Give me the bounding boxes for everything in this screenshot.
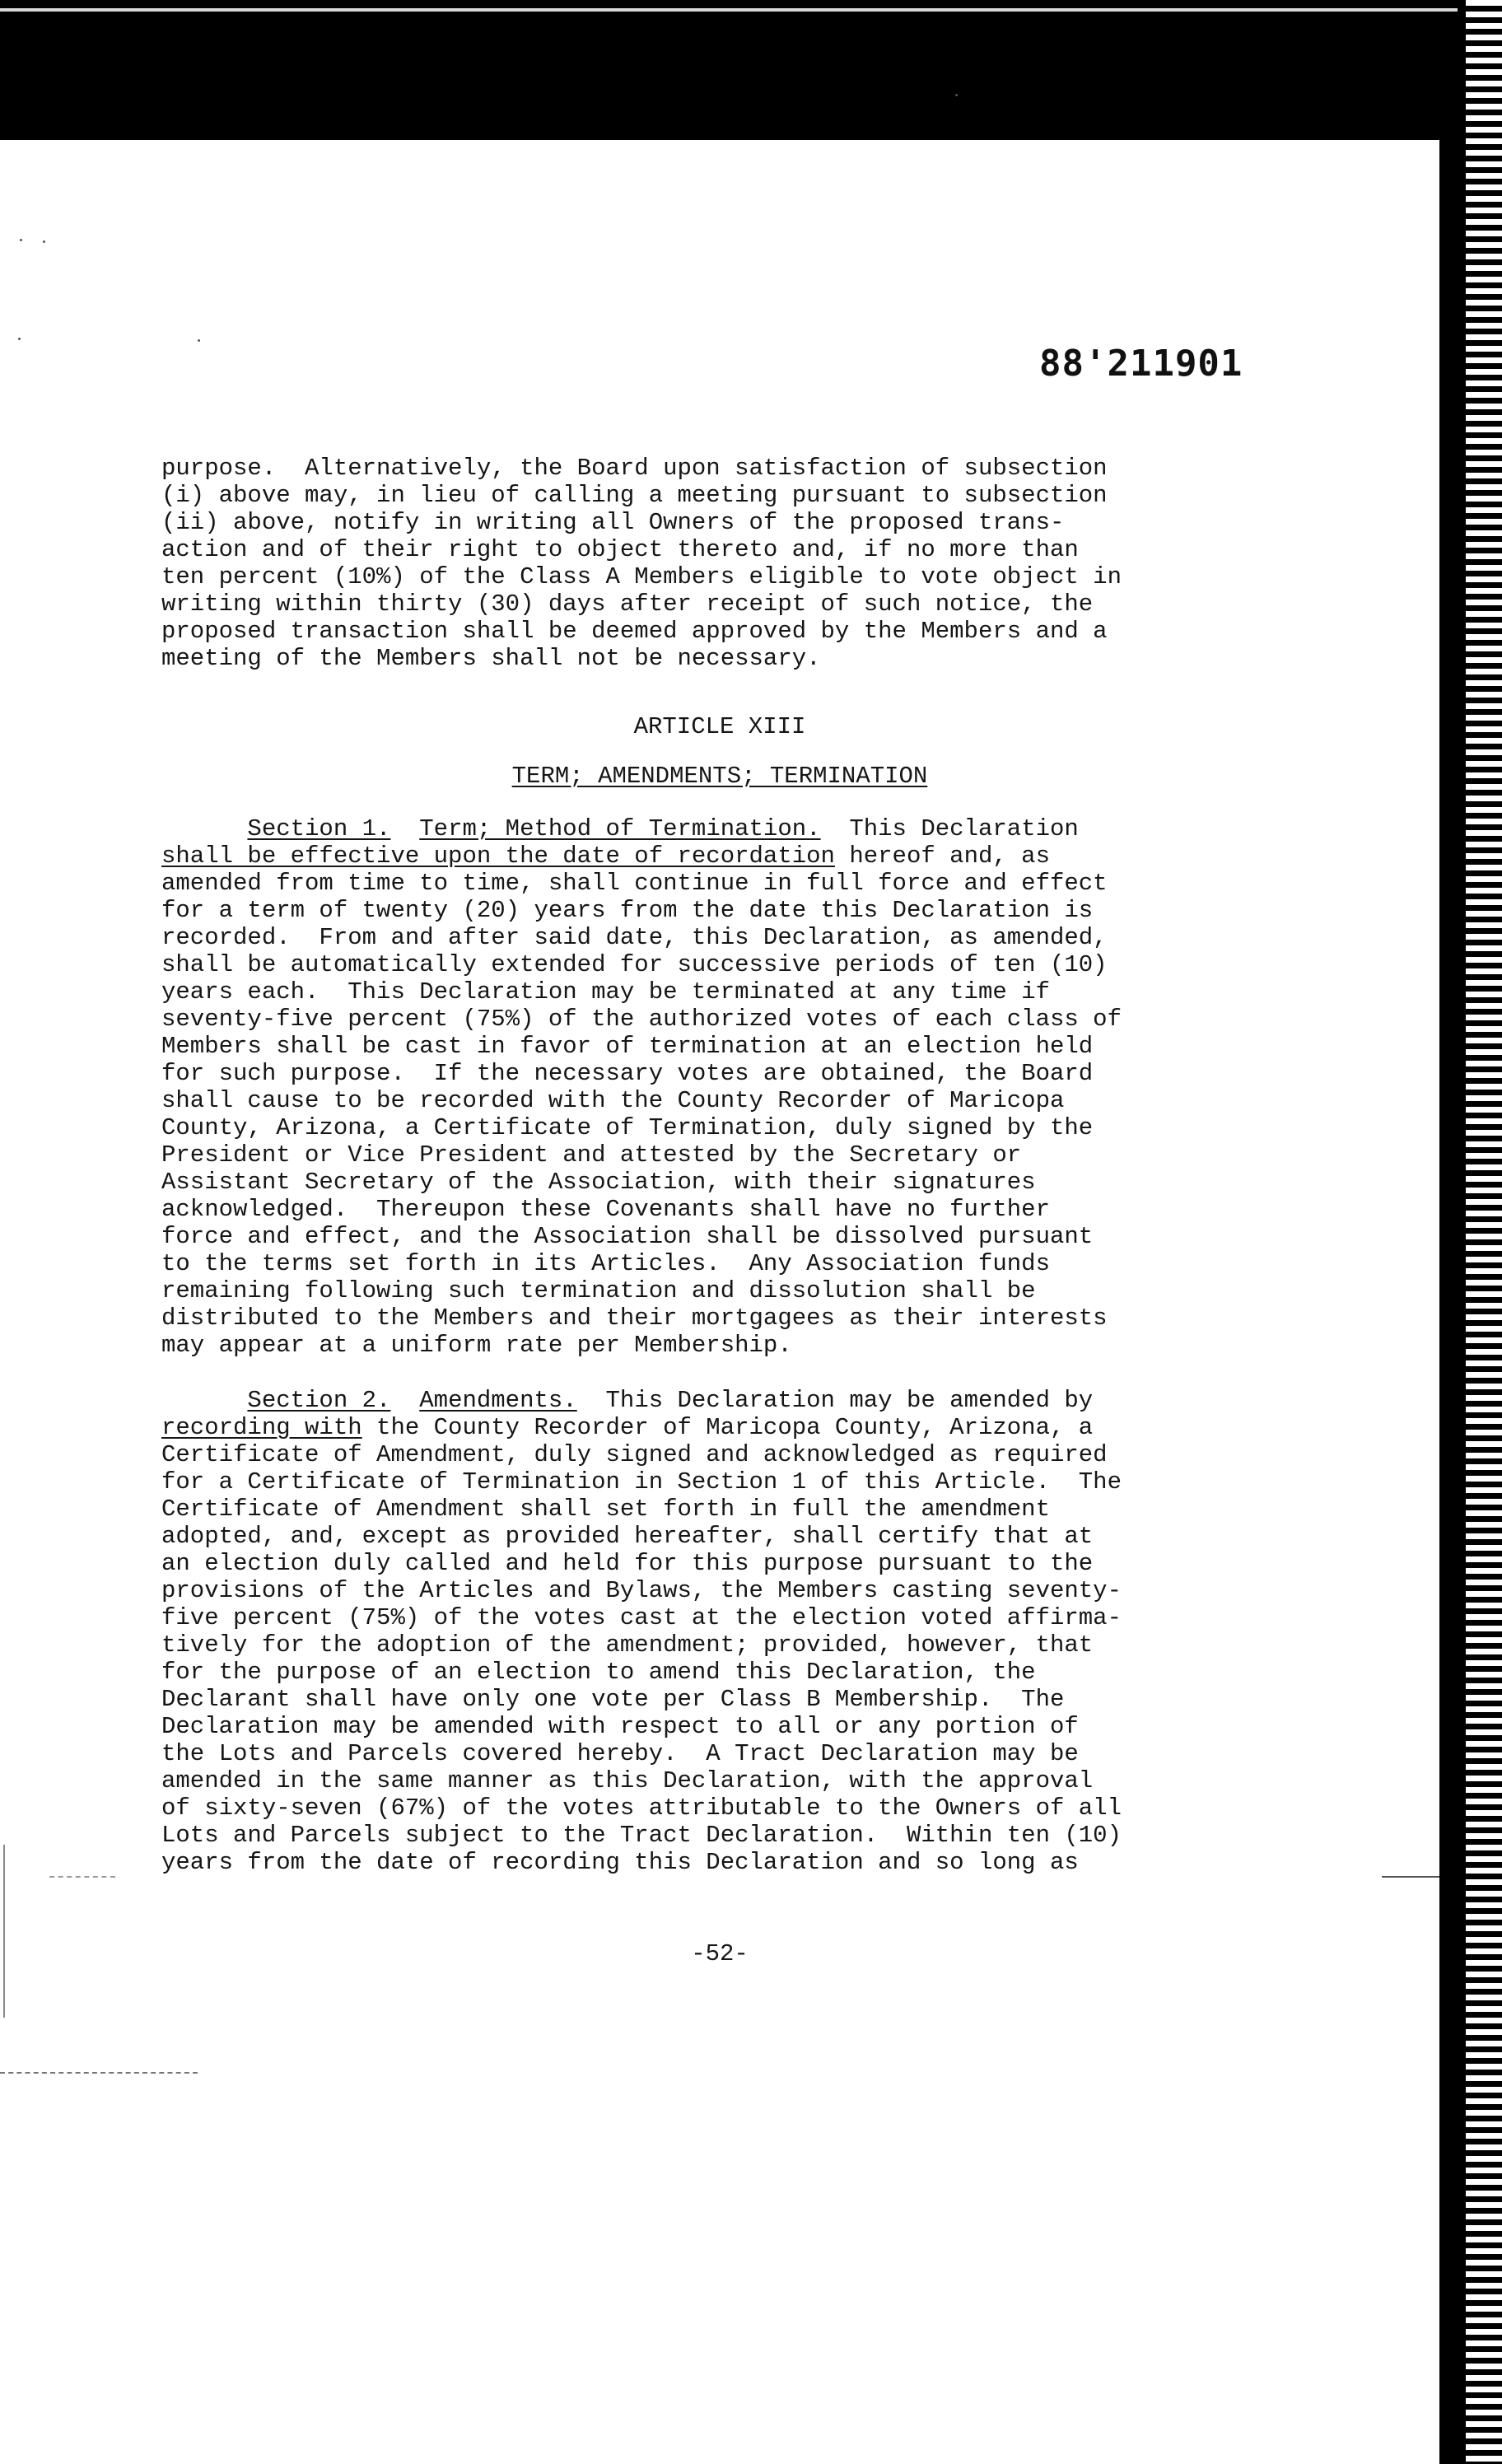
- section-1-title: Term; Method of Termination.: [419, 815, 821, 842]
- paragraph-line: remaining following such termination and dissolution shall be: [161, 1277, 1036, 1304]
- paragraph-line: (i) above may, in lieu of calling a meeting pursuant to subsection: [161, 482, 1108, 509]
- paragraph-line: recorded. From and after said date, this Declaration, as amended,: [161, 924, 1108, 951]
- section-2-label: Section 2.: [247, 1387, 391, 1414]
- paragraph-line: years each. This Declaration may be terminated at any time if: [161, 978, 1050, 1006]
- paragraph-line: provisions of the Articles and Bylaws, the Members casting seventy-: [161, 1577, 1122, 1604]
- section-1: [161, 815, 1298, 1359]
- paragraph-line: five percent (75%) of the votes cast at the election voted affirma-: [161, 1604, 1122, 1631]
- paragraph-line: shall cause to be recorded with the County Recorder of Maricopa: [161, 1087, 1065, 1114]
- continuation-paragraph: [161, 455, 1298, 672]
- scan-top-edge: [0, 8, 1474, 12]
- paragraph-line: for a Certificate of Termination in Section 1 of this Article. The: [161, 1468, 1122, 1496]
- article-title: [0, 763, 1439, 790]
- paragraph-line: adopted, and, except as provided hereafter, shall certify that at: [161, 1523, 1094, 1550]
- paragraph-line: Declaration may be amended with respect to all or any portion of: [161, 1713, 1079, 1740]
- paragraph-line: amended in the same manner as this Declaration, with the approval: [161, 1767, 1094, 1794]
- paragraph-line: amended from time to time, shall continue in full force and effect: [161, 870, 1108, 897]
- scan-speck: [43, 240, 45, 243]
- document-number: 88'211901: [1039, 343, 1243, 385]
- scan-speck: [198, 339, 200, 342]
- scan-artifact-rule: [1382, 1876, 1439, 1879]
- section-2-second-line-rest: the County Recorder of Maricopa County, Arizona, a: [362, 1414, 1094, 1441]
- paragraph-line: for the purpose of an election to amend this Declaration, the: [161, 1659, 1036, 1686]
- scan-speck: [20, 239, 22, 241]
- paragraph-line: proposed transaction shall be deemed approved by the Members and a: [161, 618, 1108, 645]
- paragraph-line: Assistant Secretary of the Association, with their signatures: [161, 1169, 1036, 1196]
- section-1-first-line-rest: This Declaration: [820, 815, 1079, 842]
- paragraph-line: meeting of the Members shall not be necessary.: [161, 645, 821, 672]
- scan-artifact-dashes: [49, 1876, 115, 1879]
- paragraph-line: may appear at a uniform rate per Membership.: [161, 1332, 792, 1359]
- scan-speck: [18, 338, 21, 340]
- paragraph-line: acknowledged. Thereupon these Covenants shall have no further: [161, 1196, 1050, 1223]
- paragraph-line: writing within thirty (30) days after receipt of such notice, the: [161, 590, 1094, 618]
- section-1-heading-line: [161, 815, 1298, 842]
- paragraph-line: purpose. Alternatively, the Board upon satisfaction of subsection: [161, 455, 1108, 482]
- scan-artifact-dashes: [0, 2072, 198, 2075]
- paragraph-line: shall be automatically extended for successive periods of ten (10): [161, 951, 1108, 978]
- scan-artifact-left-rule: [3, 1845, 5, 2018]
- section-1-second-line-rest: hereof and, as: [834, 842, 1050, 870]
- paragraph-line: Certificate of Amendment, duly signed and acknowledged as required: [161, 1441, 1108, 1468]
- paragraph-line: action and of their right to object thereto and, if no more than: [161, 536, 1079, 563]
- paragraph-line: for a term of twenty (20) years from the date this Declaration is: [161, 897, 1094, 924]
- section-2-second-line-underlined: recording with: [161, 1414, 362, 1441]
- paragraph-line: (ii) above, notify in writing all Owners of the proposed trans-: [161, 509, 1065, 536]
- section-2-first-line-rest: This Declaration may be amended by: [576, 1387, 1094, 1414]
- paragraph-line: Declarant shall have only one vote per Class B Membership. The: [161, 1686, 1065, 1713]
- paragraph-line: County, Arizona, a Certificate of Termination, duly signed by the: [161, 1114, 1094, 1141]
- paragraph-line: force and effect, and the Association shall be dissolved pursuant: [161, 1223, 1094, 1250]
- film-perforation-strip: [1466, 0, 1502, 2464]
- section-1-second-line-underlined: shall be effective upon the date of recordation: [161, 842, 835, 870]
- section-2-heading-line: [161, 1387, 1298, 1414]
- document-page: [0, 140, 1439, 2464]
- paragraph-line: tively for the adoption of the amendment; provided, however, that: [161, 1631, 1094, 1659]
- page-number: -52-: [691, 1940, 749, 1967]
- scan-speck: [955, 94, 958, 96]
- section-1-label: Section 1.: [247, 815, 391, 842]
- film-strip-gap: [1458, 0, 1466, 2464]
- paragraph-line: Certificate of Amendment shall set forth in full the amendment: [161, 1496, 1050, 1523]
- paragraph-line: years from the date of recording this Declaration and so long as: [161, 1849, 1079, 1876]
- section-2: [161, 1387, 1298, 1876]
- paragraph-line: distributed to the Members and their mortgagees as their interests: [161, 1304, 1108, 1332]
- paragraph-line: of sixty-seven (67%) of the votes attributable to the Owners of all: [161, 1794, 1122, 1822]
- paragraph-line: Members shall be cast in favor of termination at an election held: [161, 1033, 1094, 1060]
- section-2-second-line: [161, 1414, 1298, 1441]
- article-heading: ARTICLE XIII: [633, 713, 806, 740]
- paragraph-line: ten percent (10%) of the Class A Members eligible to vote object in: [161, 563, 1122, 590]
- paragraph-line: the Lots and Parcels covered hereby. A Tract Declaration may be: [161, 1740, 1079, 1767]
- article-title-text: TERM; AMENDMENTS; TERMINATION: [511, 763, 928, 790]
- paragraph-line: to the terms set forth in its Articles. Any Association funds: [161, 1250, 1050, 1277]
- paragraph-line: for such purpose. If the necessary votes are obtained, the Board: [161, 1060, 1094, 1087]
- paragraph-line: President or Vice President and attested by the Secretary or: [161, 1141, 1022, 1169]
- paragraph-line: an election duly called and held for this purpose pursuant to the: [161, 1550, 1094, 1577]
- paragraph-line: seventy-five percent (75%) of the authorized votes of each class of: [161, 1006, 1122, 1033]
- section-2-title: Amendments.: [419, 1387, 577, 1414]
- section-1-second-line: [161, 842, 1298, 870]
- paragraph-line: Lots and Parcels subject to the Tract Declaration. Within ten (10): [161, 1822, 1122, 1849]
